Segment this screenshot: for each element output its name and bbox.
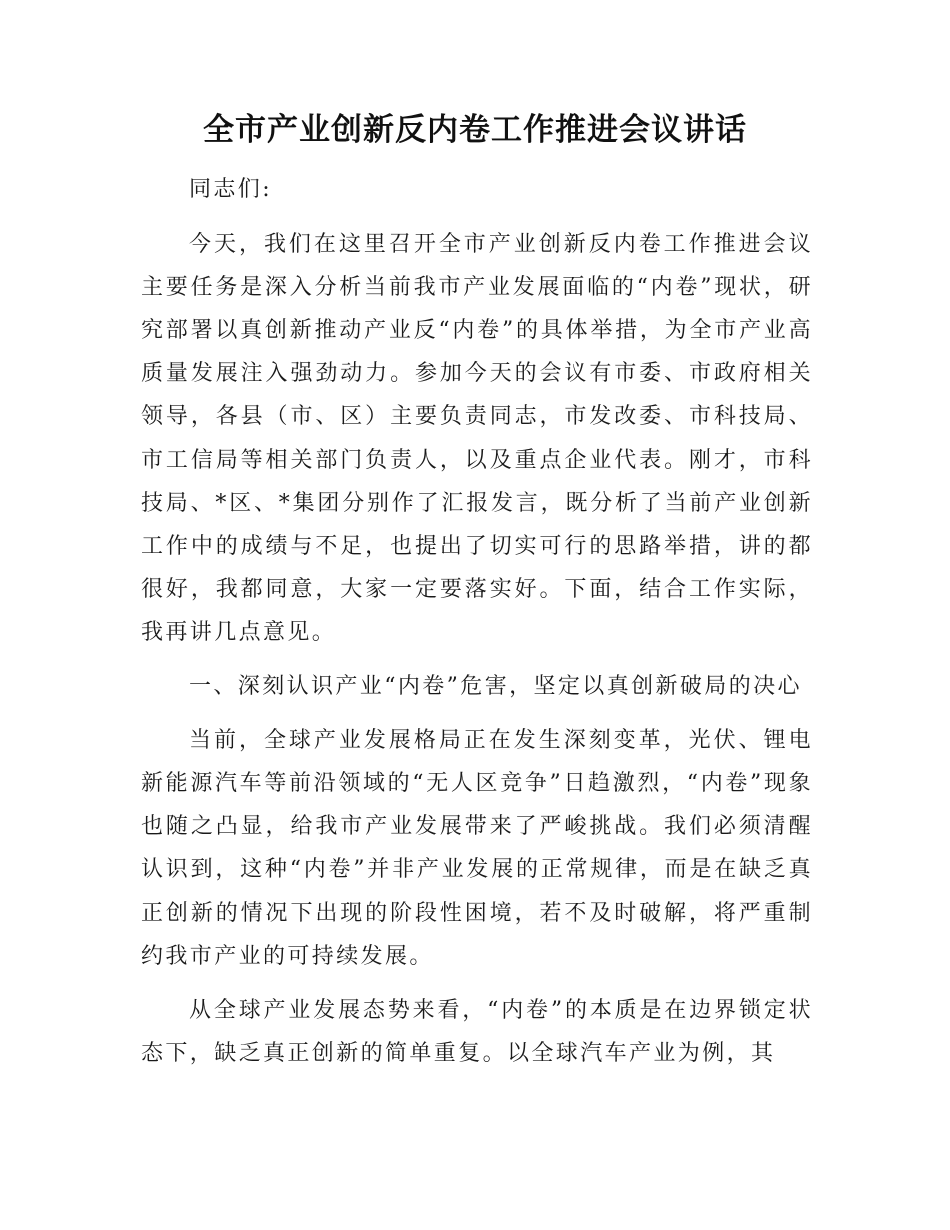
paragraph-current-situation: 当前，全球产业发展格局正在发生深刻变革，光伏、锂电新能源汽车等前沿领域的“无人区竞争”日趋激烈，“内卷”现象也随之凸显，给我市产业发展带来了严峻挑战。我们必须清醒认识到，这种“内卷”并非产业发展的正常规律，而是在缺乏真正创新的情况下出现的阶段性困境，若不及时破解，将严重制约我市产业的可持续发展。 <box>141 728 813 969</box>
section-heading-1: 一、深刻认识产业“内卷”危害，坚定以真创新破局的决心 <box>189 674 802 700</box>
document-body <box>141 168 813 1075</box>
paragraph-opening: 今天，我们在这里召开全市产业创新反内卷工作推进会议主要任务是深入分析当前我市产业发展面临的“内卷”现状，研究部署以真创新推动产业反“内卷”的具体举措，为全市产业高质量发展注入强劲动力。参加今天的会议有市委、市政府相关领导，各县（市、区）主要负责同志，市发改委、市科技局、市工信局等相关部门负责人，以及重点企业代表。刚才，市科技局、*区、*集团分别作了汇报发言，既分析了当前产业创新工作中的成绩与不足，也提出了切实可行的思路举措，讲的都很好，我都同意，大家一定要落实好。下面，结合工作实际，我再讲几点意见。 <box>141 232 813 645</box>
document-title: 全市产业创新反内卷工作推进会议讲话 <box>203 112 747 148</box>
greeting: 同志们: <box>189 177 273 202</box>
paragraph-global-trend: 从全球产业发展态势来看，“内卷”的本质是在边界锁定状态下，缺乏真正创新的简单重复。以全球汽车产业为例，其 <box>141 997 813 1066</box>
